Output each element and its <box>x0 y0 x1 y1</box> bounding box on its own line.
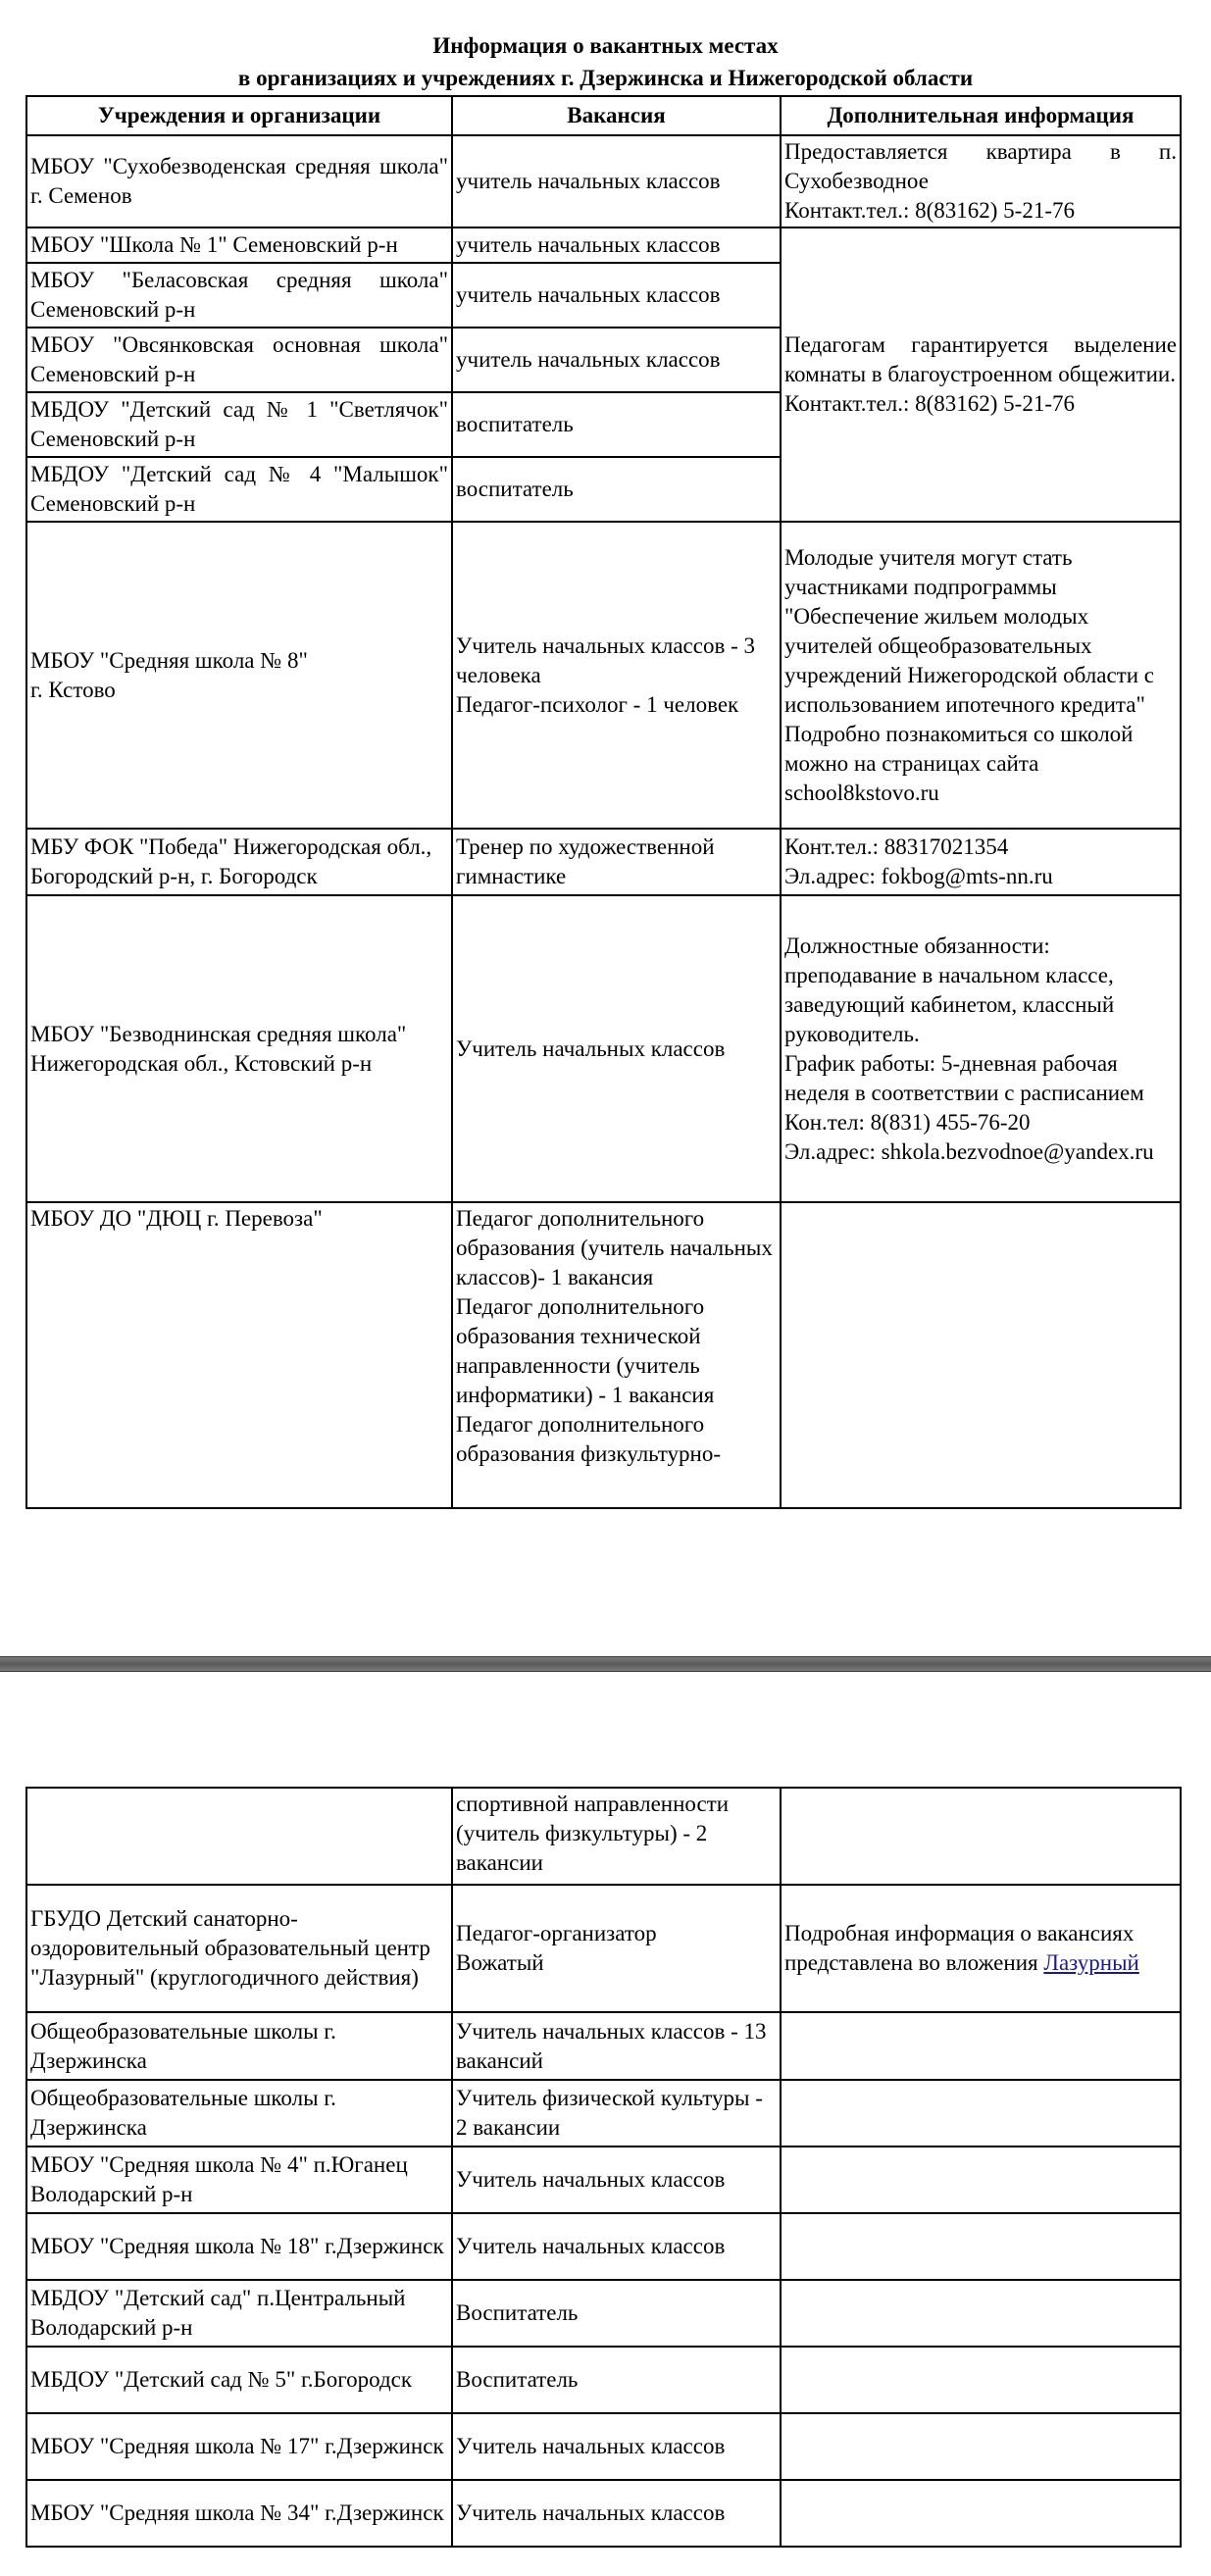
cell-text: Эл.адрес: shkola.bezvodnoe@yandex.ru <box>784 1138 1154 1164</box>
cell-text: Общеобразовательные школы г. Дзержинска <box>30 2086 336 2140</box>
cell-text: МБОУ "Овсянковская основная школа" Семеновский р-н <box>30 332 448 386</box>
cell-text: учитель начальных классов <box>456 347 721 372</box>
page-title: Информация о вакантных местах <box>432 33 779 58</box>
cell-text: Учитель начальных классов <box>456 1035 726 1061</box>
cell-text: МБОУ "Средняя школа № 18" г.Дзержинск <box>30 2234 444 2258</box>
cell-text: МБОУ "Школа № 1" Семеновский р-н <box>30 232 398 257</box>
cell-text: Учитель начальных классов - 13 вакансий <box>456 2018 767 2073</box>
table-header-row <box>26 96 1181 135</box>
org-cell <box>26 1202 452 1508</box>
org-cell <box>26 135 452 227</box>
vacancy-cell <box>452 829 781 895</box>
vacancy-cell <box>452 895 781 1202</box>
vacancy-cell <box>452 1885 781 2012</box>
cell-text: учитель начальных классов <box>456 232 721 257</box>
cell-text: Контакт.тел.: 8(83162) 5-21-76 <box>784 198 1076 223</box>
cell-text: График работы: 5-дневная рабочая неделя в соответствии с расписанием <box>784 1050 1144 1105</box>
org-cell <box>26 457 452 522</box>
table-row <box>26 2480 1181 2547</box>
cell-text: Подробно познакомиться со школой можно на страницах сайта school8kstovo.ru <box>784 721 1134 805</box>
cell-text: МБОУ ДО "ДЮЦ г. Перевоза" <box>30 1206 323 1231</box>
cell-text: Молодые учителя могут стать участниками подпрограммы "Обеспечение жильем молодых учителей общеобразовательных учреждений Нижегородской области с использованием ипотечного кредита" <box>784 544 1154 717</box>
vacancy-cell <box>452 328 781 392</box>
info-cell <box>781 895 1181 1202</box>
header-org: Учреждения и организации <box>26 96 452 135</box>
cell-text: Педагог дополнительного образования физкультурно- <box>456 1412 722 1466</box>
vacancy-cell <box>452 2347 781 2413</box>
info-cell <box>781 2347 1181 2413</box>
org-cell <box>26 2280 452 2347</box>
cell-text: МБОУ "Беласовская средняя школа" Семеновский р-н <box>30 268 448 322</box>
cell-text: МБОУ "Средняя школа № 4" п.Юганец Володарский р-н <box>30 2152 408 2206</box>
org-cell <box>26 227 452 263</box>
info-cell <box>781 2012 1181 2080</box>
table-row <box>26 1885 1181 2012</box>
table-row <box>26 895 1181 1202</box>
org-cell <box>26 829 452 895</box>
page-subtitle: в организациях и учреждениях г. Дзержинска и Нижегородской области <box>237 66 974 90</box>
org-cell <box>26 2213 452 2280</box>
cell-text: Педагог дополнительного образования технической направленности (учитель информатики) - 1 вакансия <box>456 1294 715 1407</box>
vacancy-cell <box>452 135 781 227</box>
header-info: Дополнительная информация <box>781 96 1181 135</box>
table-row <box>26 2147 1181 2213</box>
cell-text: Предоставляется квартира в п. Сухобезводное <box>784 139 1177 193</box>
org-cell <box>26 2347 452 2413</box>
cell-text: Педагогам гарантируется выделение комнаты в благоустроенном общежитии. <box>784 332 1177 386</box>
cell-text: МБОУ "Безводнинская средняя школа" Нижегородская обл., Кстовский р-н <box>30 1021 407 1076</box>
org-cell <box>26 2012 452 2080</box>
info-cell <box>781 2213 1181 2280</box>
info-cell <box>781 2080 1181 2147</box>
org-cell <box>26 263 452 328</box>
cell-text: Педагог-психолог - 1 человек <box>456 691 739 717</box>
vacancy-cell <box>452 1788 781 1885</box>
cell-text: МБОУ "Средняя школа № 34" г.Дзержинск <box>30 2500 444 2525</box>
cell-text: Общеобразовательные школы г. Дзержинска <box>30 2018 336 2073</box>
info-cell <box>781 1202 1181 1508</box>
cell-text: Педагог-организатор <box>456 1921 657 1945</box>
vacancy-cell <box>452 1202 781 1508</box>
cell-text: воспитатель <box>456 477 574 501</box>
cell-text: Эл.адрес: fokbog@mts-nn.ru <box>784 864 1053 888</box>
vacancy-cell <box>452 2147 781 2213</box>
org-cell <box>26 392 452 457</box>
table-row <box>26 227 1181 263</box>
info-cell <box>781 227 1181 522</box>
cell-text: Учитель начальных классов <box>456 2434 726 2458</box>
org-cell <box>26 2080 452 2147</box>
vacancy-cell <box>452 2213 781 2280</box>
table-row <box>26 2213 1181 2280</box>
cell-text: учитель начальных классов <box>456 282 721 307</box>
cell-text: Должностные обязанности: преподавание в начальном классе, заведующий кабинетом, классный руководитель. <box>784 933 1115 1046</box>
cell-text: МБОУ "Сухобезводенская средняя школа" г. Семенов <box>30 154 448 208</box>
cell-text: учитель начальных классов <box>456 169 721 193</box>
cell-text: Учитель начальных классов <box>456 2500 726 2525</box>
table-row <box>26 2080 1181 2147</box>
info-cell <box>781 1885 1181 2012</box>
cell-text: Конт.тел.: 88317021354 <box>784 834 1009 859</box>
cell-text: Учитель физической культуры - 2 вакансии <box>456 2086 763 2140</box>
org-cell <box>26 2480 452 2547</box>
table-row <box>26 522 1181 829</box>
cell-text: Воспитатель <box>456 2367 579 2392</box>
info-cell <box>781 829 1181 895</box>
vacancy-table-page1 <box>25 95 1182 1509</box>
cell-text: МБОУ "Средняя школа № 17" г.Дзержинск <box>30 2434 444 2458</box>
info-cell <box>781 2280 1181 2347</box>
vacancy-cell <box>452 2413 781 2480</box>
vacancy-cell <box>452 2280 781 2347</box>
info-cell <box>781 522 1181 829</box>
vacancy-cell <box>452 2080 781 2147</box>
cell-text: Педагог дополнительного образования (учитель начальных классов)- 1 вакансия <box>456 1206 773 1289</box>
info-cell <box>781 2147 1181 2213</box>
cell-text: МБОУ "Средняя школа № 8" <box>30 647 308 673</box>
cell-text: ГБУДО Детский санаторно-оздоровительный образовательный центр "Лазурный" (круглогодичного действия) <box>30 1906 430 1990</box>
page-break-divider <box>0 1656 1211 1672</box>
cell-text: МБДОУ "Детский сад № 4 "Малышок" Семеновский р-н <box>30 462 448 516</box>
cell-text: МБУ ФОК "Победа" Нижегородская обл., Богородский р-н, г. Богородск <box>30 834 432 888</box>
vacancy-cell <box>452 392 781 457</box>
table-row <box>26 829 1181 895</box>
info-cell <box>781 1788 1181 1885</box>
table-row <box>26 1202 1181 1508</box>
table-row <box>26 2012 1181 2080</box>
vacancy-cell <box>452 227 781 263</box>
cell-text: воспитатель <box>456 412 574 436</box>
cell-text: Учитель начальных классов <box>456 2234 726 2258</box>
table-row <box>26 2347 1181 2413</box>
cell-text: МБДОУ "Детский сад № 5" г.Богородск <box>30 2367 413 2392</box>
vacancy-cell <box>452 457 781 522</box>
table-row <box>26 1788 1181 1885</box>
cell-text: Учитель начальных классов - 3 человека <box>456 632 755 687</box>
cell-text: Учитель начальных классов <box>456 2167 726 2192</box>
table-row <box>26 2280 1181 2347</box>
cell-text: Вожатый <box>456 1950 544 1975</box>
cell-text: Тренер по художественной гимнастике <box>456 834 715 888</box>
cell-text: Кон.тел: 8(831) 455-76-20 <box>784 1109 1031 1135</box>
vacancy-cell <box>452 522 781 829</box>
vacancy-cell <box>452 2480 781 2547</box>
cell-text: г. Кстово <box>30 677 116 702</box>
cell-text: Воспитатель <box>456 2300 579 2325</box>
cell-text: МБДОУ "Детский сад" п.Центральный Володарский р-н <box>30 2286 406 2340</box>
cell-text: Контакт.тел.: 8(83162) 5-21-76 <box>784 391 1076 416</box>
vacancy-cell <box>452 2012 781 2080</box>
org-cell <box>26 522 452 829</box>
table-row <box>26 135 1181 227</box>
info-cell <box>781 2480 1181 2547</box>
cell-text: МБДОУ "Детский сад № 1 "Светлячок" Семеновский р-н <box>30 397 448 451</box>
cell-text: Подробная информация о вакансиях представлена во вложения <box>784 1921 1135 1975</box>
info-cell <box>781 2413 1181 2480</box>
info-cell <box>781 135 1181 227</box>
vacancy-cell <box>452 263 781 328</box>
org-cell <box>26 2413 452 2480</box>
org-cell <box>26 2147 452 2213</box>
org-cell <box>26 895 452 1202</box>
org-cell <box>26 1885 452 2012</box>
cell-text: спортивной направленности (учитель физкультуры) - 2 вакансии <box>456 1792 730 1875</box>
org-cell <box>26 1788 452 1885</box>
vacancy-table-page2 <box>25 1787 1182 2548</box>
table-row <box>26 2413 1181 2480</box>
org-cell <box>26 328 452 392</box>
lazurny-attachment-link[interactable]: Лазурный <box>1043 1950 1139 1975</box>
header-vacancy: Вакансия <box>452 96 781 135</box>
